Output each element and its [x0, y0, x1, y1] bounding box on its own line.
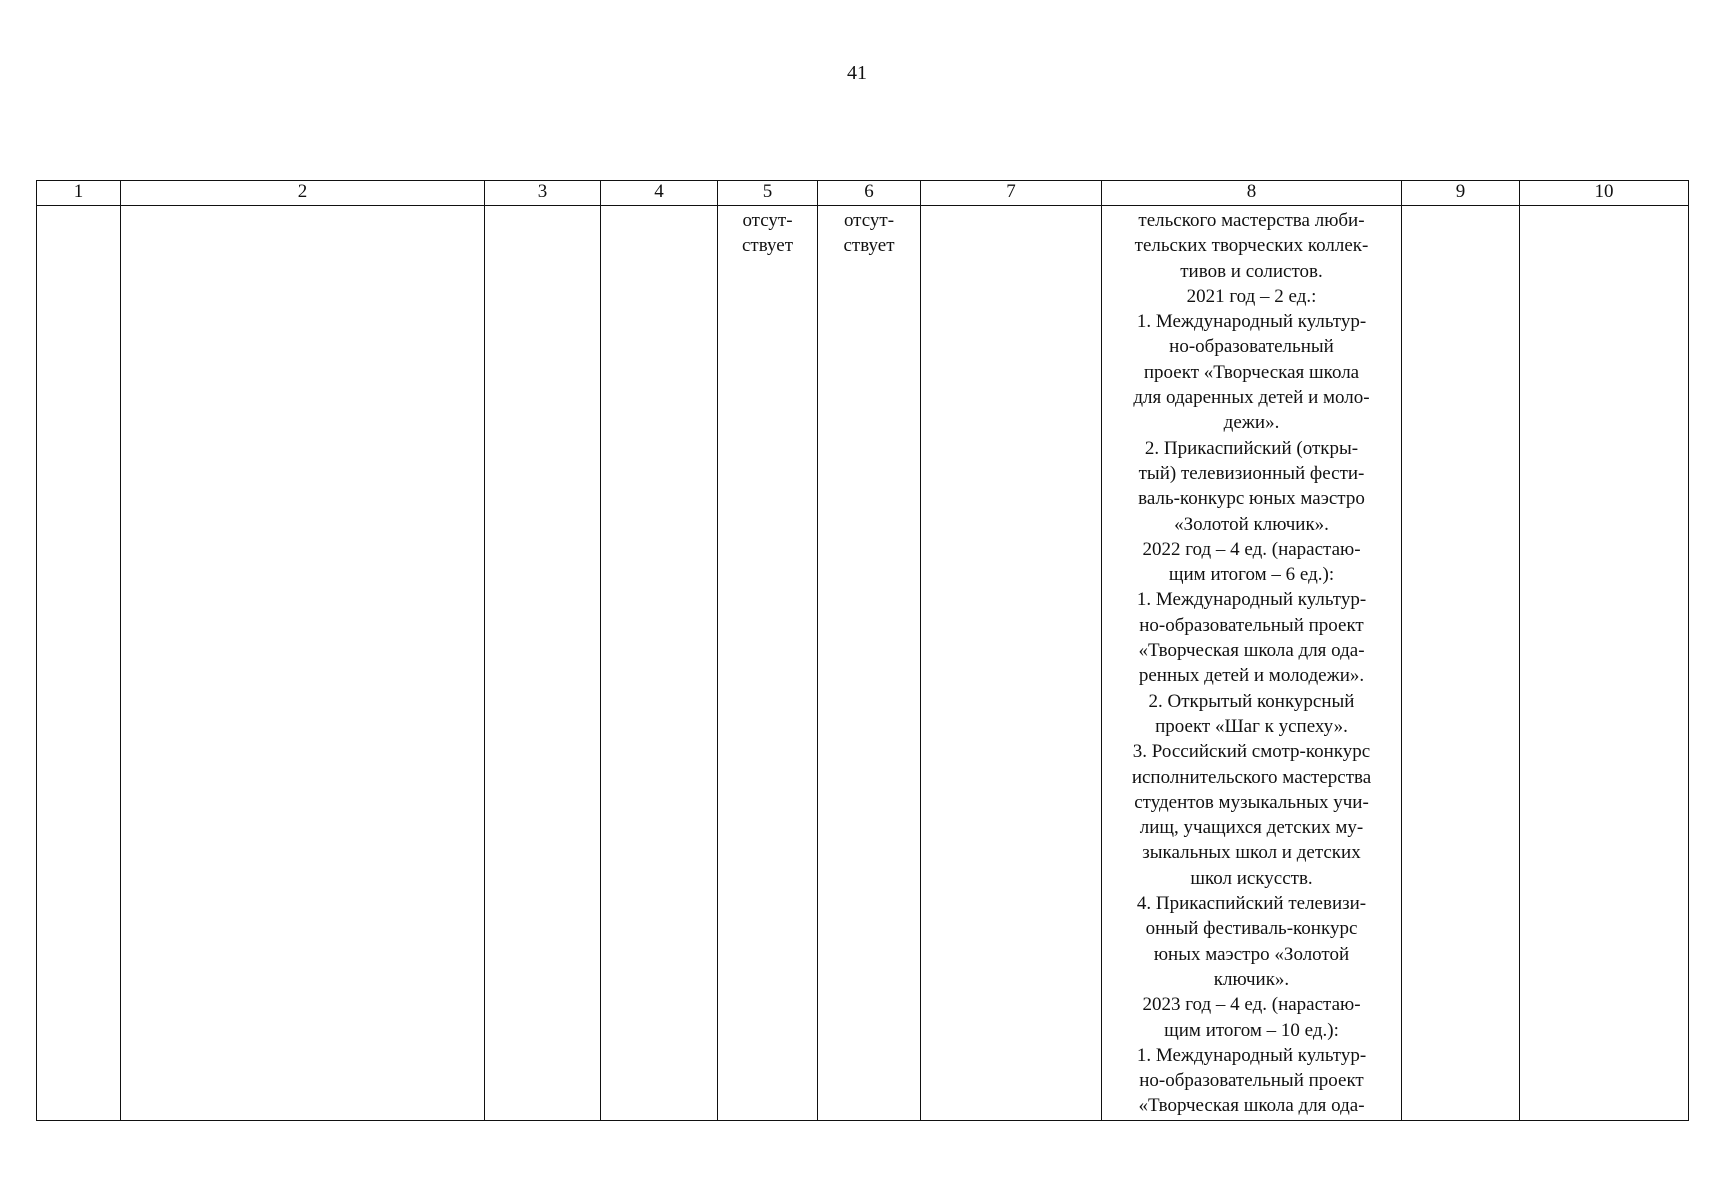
- cell-col-2: [121, 206, 485, 1121]
- cell-col-8: [1102, 206, 1402, 1121]
- column-header-9: 9: [1402, 181, 1520, 206]
- column-header-6: 6: [818, 181, 921, 206]
- page-number: 41: [847, 62, 867, 84]
- cell-col-5-text: отсут- ствует: [741, 210, 794, 257]
- column-header-3: 3: [485, 181, 601, 206]
- cell-col-4: [601, 206, 718, 1121]
- cell-col-7: [921, 206, 1102, 1121]
- column-header-10: 10: [1520, 181, 1689, 206]
- column-header-7: 7: [921, 181, 1102, 206]
- column-header-8: 8: [1102, 181, 1402, 206]
- column-header-5: 5: [718, 181, 818, 206]
- cell-col-6: [818, 206, 921, 1121]
- cell-col-9: [1402, 206, 1520, 1121]
- cell-col-1: [37, 206, 121, 1121]
- column-header-1: 1: [37, 181, 121, 206]
- cell-col-10: [1520, 206, 1689, 1121]
- cell-col-5: [718, 206, 818, 1121]
- column-header-2: 2: [121, 181, 485, 206]
- cell-col-3: [485, 206, 601, 1121]
- data-table: [36, 180, 1689, 1121]
- table-header-row: [37, 181, 1689, 206]
- column-header-4: 4: [601, 181, 718, 206]
- cell-col-8-text: тельского мастерства люби- тельских творческих коллек- тивов и солистов. 2021 год – 2 ед.: 1. Международный культур- но-образовательный проект «Творческая школа для одаренных детей и моло- дежи». 2. Прикаспийский (откры- тый) телевизионный фести- валь-конкурс юных маэстро «Золотой ключик». 2022 год – 4 ед. (нарастаю- щим итогом – 6 ед.): 1. Международный культур- но-образовательный проект «Творческая школа для ода- ренных детей и молодежи». 2. Открытый конкурсный проект «Шаг к успеху». 3. Российский смотр-конкурс исполнительского мастерства студентов музыкальных учи- лищ, учащихся детских му- зыкальных школ и детских школ искусств. 4. Прикаспийский телевизи- онный фестиваль-конкурс юных маэстро «Золотой ключик». 2023 год – 4 ед. (нарастаю- щим итогом – 10 ед.): 1. Международный культур- но-образовательный проект «Творческая школа для ода-: [1131, 210, 1372, 1117]
- cell-col-6-text: отсут- ствует: [843, 210, 895, 257]
- table-row: [37, 206, 1689, 1121]
